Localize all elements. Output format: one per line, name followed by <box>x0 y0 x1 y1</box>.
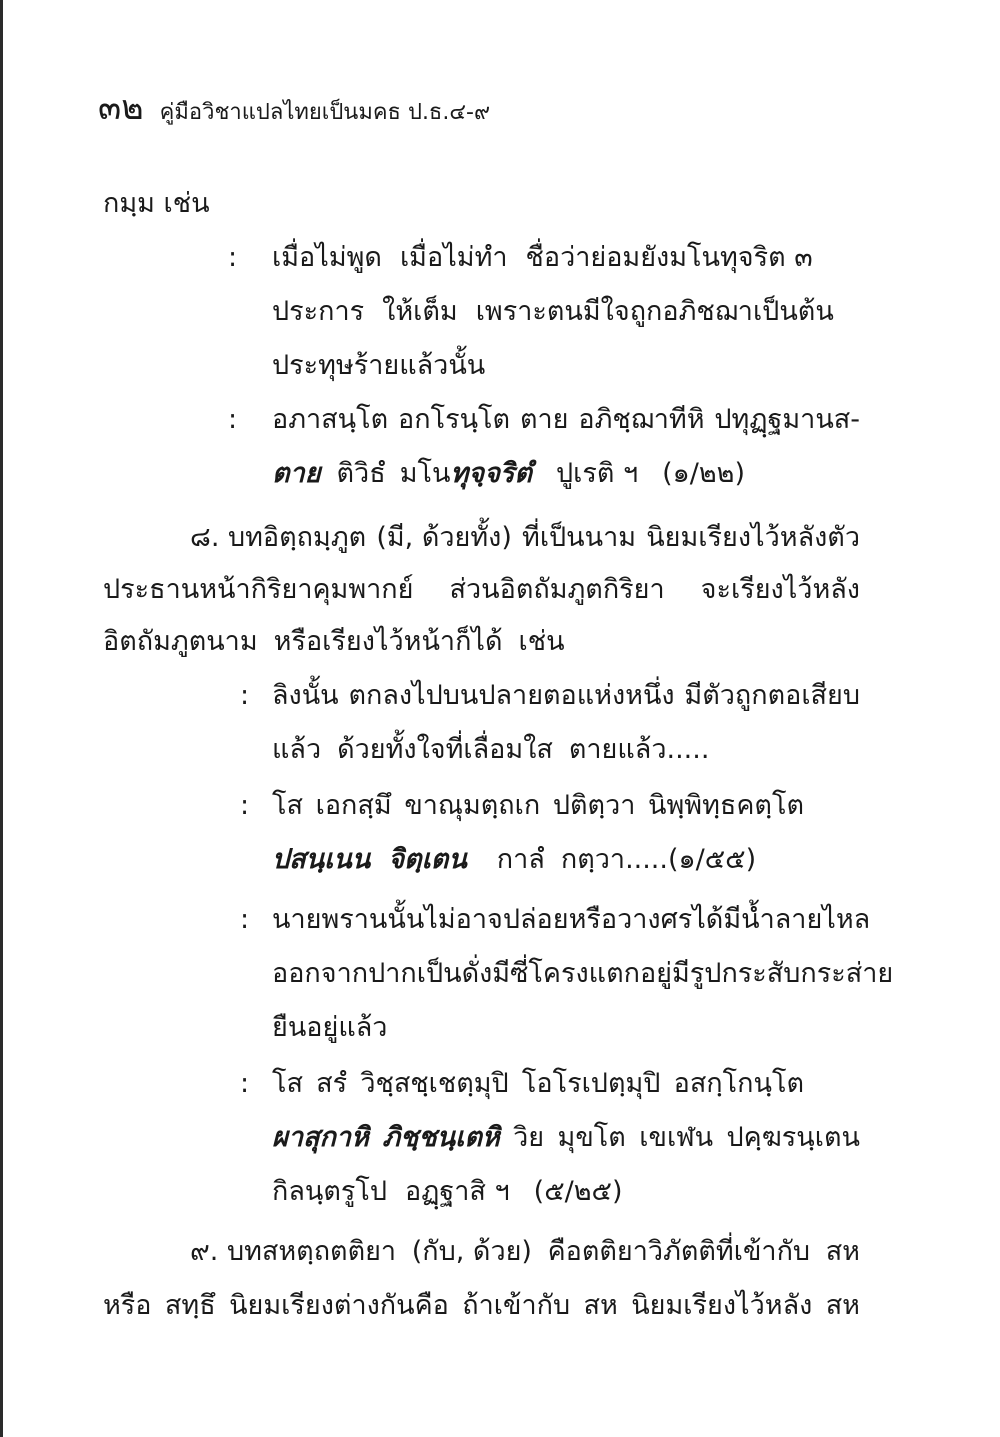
example-line <box>0 672 1000 720</box>
example-marker: : <box>240 680 250 711</box>
pali-line <box>0 396 1000 444</box>
pali-word: โส <box>272 790 303 821</box>
phrase: ตายแล้ว..... <box>568 734 710 765</box>
pali-word: ตาย <box>519 404 569 435</box>
example-marker: : <box>240 1068 250 1099</box>
pali-word-emphasis: ผาสุกาหิ <box>272 1122 369 1153</box>
pali-word: ปทุฏฺฐมานส- <box>714 404 861 435</box>
pali-word: กตฺวา.....(๑/๕๕) <box>560 844 757 875</box>
pali-word: ปูเรติ ฯ <box>555 458 639 489</box>
example-marker: : <box>240 904 250 935</box>
pali-word: โอโรเปตฺมุปิ <box>521 1068 661 1099</box>
phrase: เป็นดั่งมีซี่โครงแตกอยู่มีรูปกระสับกระส่าย <box>416 958 894 989</box>
pali-word: ปคฺฆรนฺเตน <box>726 1122 860 1153</box>
pali-word-emphasis: ตาย <box>272 458 321 489</box>
example-line <box>0 896 1000 944</box>
phrase: เมื่อไม่ทำ <box>399 242 508 273</box>
paragraph-line <box>0 514 1000 562</box>
pali-word: นิพฺพิทฺธคตฺโต <box>648 790 804 821</box>
paragraph-line <box>0 566 1000 614</box>
example-line <box>0 342 1000 390</box>
pali-word: เขเฬน <box>639 1122 714 1153</box>
paragraph-line <box>0 618 1000 666</box>
phrase: ประทุษร้ายแล้วนั้น <box>272 350 486 381</box>
book-title: คู่มือวิชาแปลไทยเป็นมคธ ป.ธ.๔-๙ <box>159 100 491 125</box>
phrase: ถ้าเข้ากับ <box>462 1290 571 1321</box>
pali-word: อภิชฺฌาทีหิ <box>578 404 705 435</box>
example-marker: : <box>240 790 250 821</box>
pali-word-emphasis: จิตฺเตน <box>388 844 467 875</box>
paragraph-line <box>0 1282 1000 1330</box>
phrase: เมื่อไม่พูด <box>272 242 382 273</box>
text-line <box>0 180 1000 228</box>
phrase: แล้ว <box>272 734 322 765</box>
pali-word: อภาสนฺโต <box>272 404 389 435</box>
pali-word: อสกฺโกนฺโต <box>673 1068 804 1099</box>
example-line <box>0 1004 1000 1052</box>
pali-word: สรํ <box>316 1068 348 1099</box>
example-line <box>0 234 1000 282</box>
phrase: เพราะตนมีใจถูกอภิชฌาเป็นต้น <box>475 296 834 327</box>
phrase: สห <box>825 1290 860 1321</box>
example-marker: : <box>228 404 238 435</box>
pali-word: ขาณุมตฺถเก <box>404 790 541 821</box>
phrase: ด้วยทั้งใจที่เลื่อมใส <box>337 734 553 765</box>
pali-word: มุขโต <box>557 1122 626 1153</box>
phrase: สห <box>583 1290 618 1321</box>
reference: (๕/๒๕) <box>533 1176 623 1207</box>
example-line <box>0 950 1000 998</box>
example-line <box>0 288 1000 336</box>
pali-line <box>0 836 1000 884</box>
phrase: นิยมเรียงไว้หลังตัว <box>646 522 860 553</box>
phrase: ยืนอยู่แล้ว <box>272 1012 388 1043</box>
pali-word: กิลนฺตรูโป <box>272 1176 388 1207</box>
pali-word: กาลํ <box>496 844 545 875</box>
page-header <box>98 80 491 128</box>
pali-word-emphasis: ปสนฺเนน <box>272 844 371 875</box>
phrase: ชื่อว่าย่อมยังมโนทุจริต ๓ <box>525 242 813 273</box>
pali-word-emphasis: ภิชฺชนฺเตหิ <box>382 1122 500 1153</box>
phrase: (กับ, ด้วย) <box>411 1236 532 1267</box>
phrase: เช่น <box>518 626 565 657</box>
phrase: อิตถัมภูตนาม <box>103 626 258 657</box>
pali-word: เอกสฺมึ <box>315 790 392 821</box>
example-marker: : <box>228 242 238 273</box>
intro-text: กมฺม เช่น <box>103 188 210 219</box>
phrase: ๘. บทอิตฺถมฺภูต <box>190 522 367 553</box>
phrase: ลิงนั้น <box>272 680 339 711</box>
pali-word: มโน <box>399 458 451 489</box>
example-line <box>0 726 1000 774</box>
phrase: คือตติยาวิภัตติที่เข้ากับ <box>547 1236 811 1267</box>
pali-word: อฏฺฐาสิ ฯ <box>405 1176 510 1207</box>
pali-word: วิย <box>513 1122 545 1153</box>
paragraph-line <box>0 1228 1000 1276</box>
phrase: สห <box>825 1236 860 1267</box>
phrase: ๙. บทสหตฺถตติยา <box>190 1236 397 1267</box>
phrase: นิยมเรียงต่างกันคือ <box>229 1290 449 1321</box>
pali-line <box>0 1060 1000 1108</box>
page-number: ๓๒ <box>98 88 144 128</box>
phrase: จะเรียงไว้หลัง <box>700 574 860 605</box>
phrase: ที่เป็นนาม <box>522 522 637 553</box>
phrase: มีน้ำลายไหล <box>723 904 871 935</box>
phrase: ให้เต็ม <box>382 296 458 327</box>
phrase: สทฺธึ <box>164 1290 216 1321</box>
pali-line <box>0 1114 1000 1162</box>
pali-word: โส <box>272 1068 303 1099</box>
pali-line <box>0 450 1000 498</box>
pali-word: ติวิธํ <box>336 458 386 489</box>
phrase: นิยมเรียงไว้หลัง <box>631 1290 813 1321</box>
phrase: ประธานหน้ากิริยาคุมพากย์ <box>103 574 414 605</box>
reference: (๑/๒๒) <box>662 458 746 489</box>
pali-word: อกโรนฺโต <box>398 404 511 435</box>
phrase: ประการ <box>272 296 365 327</box>
phrase: ตกลงไปบนปลายตอแห่งหนึ่ง <box>348 680 675 711</box>
phrase: ออกจากปาก <box>272 958 417 989</box>
phrase: (มี, ด้วยทั้ง) <box>376 522 512 553</box>
phrase: ส่วนอิตถัมภูตกิริยา <box>449 574 665 605</box>
pali-line <box>0 782 1000 830</box>
phrase: หรือ <box>103 1290 152 1321</box>
pali-word-emphasis: ทุจฺจริตํ <box>450 458 532 489</box>
pali-line <box>0 1168 1000 1216</box>
phrase: นายพรานนั้นไม่อาจปล่อยหรือวางศรได้ <box>272 904 724 935</box>
pali-word: วิชฺสชฺเชตฺมุปิ <box>360 1068 509 1099</box>
phrase: หรือเรียงไว้หน้าก็ได้ <box>273 626 503 657</box>
phrase: มีตัวถูกตอเสียบ <box>684 680 860 711</box>
pali-word: ปติตฺวา <box>552 790 636 821</box>
